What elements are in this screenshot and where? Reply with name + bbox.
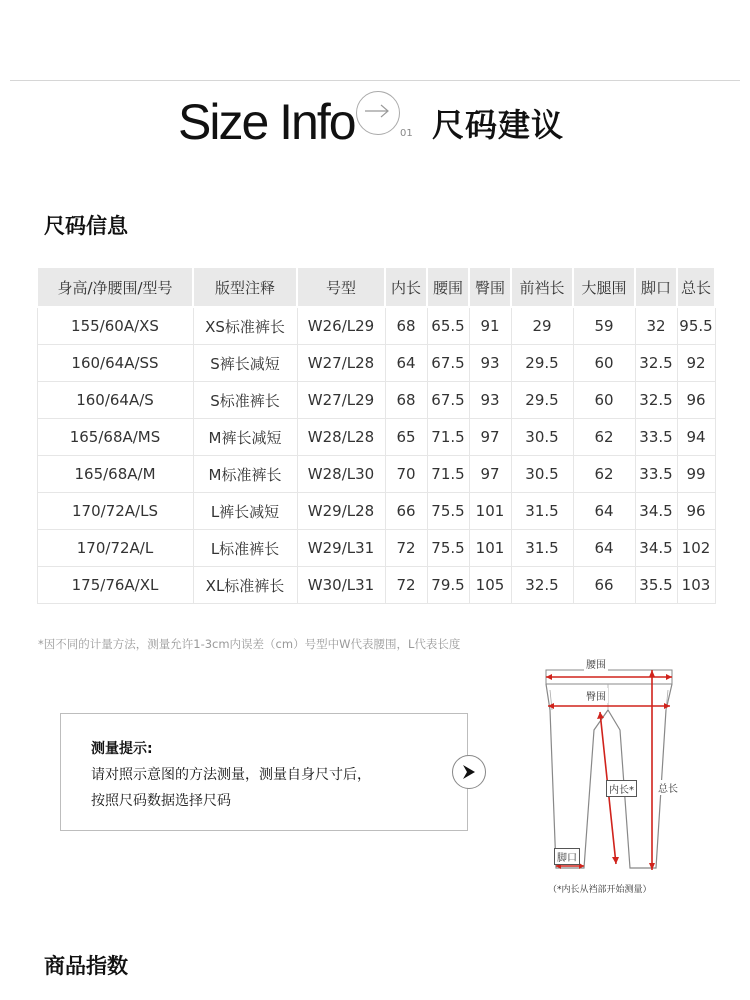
table-cell: 31.5 xyxy=(511,493,573,530)
table-cell: 67.5 xyxy=(427,382,469,419)
table-cell: W28/L28 xyxy=(297,419,385,456)
table-cell: 66 xyxy=(573,567,635,604)
table-cell: 92 xyxy=(677,345,715,382)
table-cell: 64 xyxy=(385,345,427,382)
table-cell: S标准裤长 xyxy=(193,382,297,419)
table-cell: L标准裤长 xyxy=(193,530,297,567)
table-cell: 79.5 xyxy=(427,567,469,604)
table-cell: 34.5 xyxy=(635,530,677,567)
table-cell: 170/72A/LS xyxy=(37,493,193,530)
table-cell: W26/L29 xyxy=(297,307,385,345)
table-cell: 60 xyxy=(573,382,635,419)
table-cell: 102 xyxy=(677,530,715,567)
table-cell: 30.5 xyxy=(511,456,573,493)
table-row xyxy=(37,530,715,567)
table-cell: 99 xyxy=(677,456,715,493)
inseam-label: 内长* xyxy=(606,780,637,797)
table-cell: 93 xyxy=(469,382,511,419)
table-cell: 75.5 xyxy=(427,530,469,567)
table-cell: 60 xyxy=(573,345,635,382)
table-cell: 170/72A/L xyxy=(37,530,193,567)
size-table xyxy=(36,266,716,604)
table-cell: S裤长减短 xyxy=(193,345,297,382)
waist-label: 腰围 xyxy=(584,656,608,671)
table-cell: 175/76A/XL xyxy=(37,567,193,604)
length-label: 总长 xyxy=(656,780,680,795)
table-cell: 32 xyxy=(635,307,677,345)
trousers-diagram xyxy=(520,650,720,900)
table-row xyxy=(37,493,715,530)
table-header-row xyxy=(37,267,715,307)
table-cell: W29/L31 xyxy=(297,530,385,567)
header-cell: 内长 xyxy=(385,267,427,307)
table-cell: 35.5 xyxy=(635,567,677,604)
hero-number: 01 xyxy=(400,128,413,139)
table-cell: L裤长减短 xyxy=(193,493,297,530)
table-cell: 71.5 xyxy=(427,419,469,456)
table-cell: 32.5 xyxy=(635,382,677,419)
table-cell: 165/68A/M xyxy=(37,456,193,493)
header-cell: 身高/净腰围/型号 xyxy=(37,267,193,307)
measurement-tip-box xyxy=(60,713,468,831)
table-cell: 160/64A/S xyxy=(37,382,193,419)
hero-title-en: Size Info xyxy=(178,94,355,150)
table-cell: 59 xyxy=(573,307,635,345)
table-cell: 29.5 xyxy=(511,345,573,382)
product-section-title: 商品指数 xyxy=(44,954,128,978)
header-cell: 大腿围 xyxy=(573,267,635,307)
table-row xyxy=(37,382,715,419)
table-cell: 101 xyxy=(469,530,511,567)
table-cell: W27/L29 xyxy=(297,382,385,419)
table-cell: 32.5 xyxy=(635,345,677,382)
table-cell: 97 xyxy=(469,419,511,456)
table-cell: 33.5 xyxy=(635,456,677,493)
table-cell: 64 xyxy=(573,530,635,567)
table-cell: XL标准裤长 xyxy=(193,567,297,604)
table-cell: M裤长减短 xyxy=(193,419,297,456)
table-cell: 103 xyxy=(677,567,715,604)
table-cell: 68 xyxy=(385,307,427,345)
table-cell: 93 xyxy=(469,345,511,382)
hero-header xyxy=(0,88,750,158)
table-cell: W30/L31 xyxy=(297,567,385,604)
table-cell: W29/L28 xyxy=(297,493,385,530)
table-cell: 66 xyxy=(385,493,427,530)
table-cell: 105 xyxy=(469,567,511,604)
table-cell: 31.5 xyxy=(511,530,573,567)
header-cell: 版型注释 xyxy=(193,267,297,307)
tip-line-2: 按照尺码数据选择尺码 xyxy=(91,793,231,809)
table-cell: 68 xyxy=(385,382,427,419)
table-cell: W28/L30 xyxy=(297,456,385,493)
table-cell: 34.5 xyxy=(635,493,677,530)
table-cell: 165/68A/MS xyxy=(37,419,193,456)
header-cell: 号型 xyxy=(297,267,385,307)
table-cell: 71.5 xyxy=(427,456,469,493)
tip-heading: 测量提示: xyxy=(91,741,153,757)
size-section-title: 尺码信息 xyxy=(44,214,128,238)
table-row xyxy=(37,419,715,456)
table-cell: 29.5 xyxy=(511,382,573,419)
table-cell: 94 xyxy=(677,419,715,456)
header-cell: 脚口 xyxy=(635,267,677,307)
header-cell: 臀围 xyxy=(469,267,511,307)
table-cell: 62 xyxy=(573,456,635,493)
table-row xyxy=(37,567,715,604)
table-cell: W27/L28 xyxy=(297,345,385,382)
table-cell: 95.5 xyxy=(677,307,715,345)
top-divider xyxy=(10,80,740,81)
table-cell: 91 xyxy=(469,307,511,345)
table-cell: 65 xyxy=(385,419,427,456)
table-cell: 62 xyxy=(573,419,635,456)
table-cell: 96 xyxy=(677,493,715,530)
tip-line-1: 请对照示意图的方法测量，测量自身尺寸后， xyxy=(91,767,371,783)
trousers-outline-icon xyxy=(520,650,720,900)
table-cell: 97 xyxy=(469,456,511,493)
hem-label: 脚口 xyxy=(554,848,580,865)
hip-label: 臀围 xyxy=(584,688,608,703)
table-row xyxy=(37,345,715,382)
table-row xyxy=(37,456,715,493)
header-cell: 总长 xyxy=(677,267,715,307)
hero-title-cn: 尺码建议 xyxy=(432,106,565,144)
table-cell: 65.5 xyxy=(427,307,469,345)
table-row xyxy=(37,307,715,345)
table-cell: 72 xyxy=(385,567,427,604)
measurement-note: *因不同的计量方法，测量允许1-3cm内误差（cm）号型中W代表腰围，L代表长度 xyxy=(38,637,461,651)
table-cell: 96 xyxy=(677,382,715,419)
header-cell: 腰围 xyxy=(427,267,469,307)
table-cell: 75.5 xyxy=(427,493,469,530)
table-cell: 29 xyxy=(511,307,573,345)
table-cell: 32.5 xyxy=(511,567,573,604)
table-cell: 101 xyxy=(469,493,511,530)
diagram-footnote: （*内长从裆部开始测量） xyxy=(548,885,652,895)
table-cell: 72 xyxy=(385,530,427,567)
arrow-right-icon[interactable] xyxy=(452,755,486,789)
table-cell: 160/64A/SS xyxy=(37,345,193,382)
table-cell: 155/60A/XS xyxy=(37,307,193,345)
table-cell: 30.5 xyxy=(511,419,573,456)
header-cell: 前裆长 xyxy=(511,267,573,307)
table-cell: 64 xyxy=(573,493,635,530)
play-arrow-icon xyxy=(461,763,477,781)
arrow-right-icon xyxy=(364,103,390,119)
table-cell: 67.5 xyxy=(427,345,469,382)
table-cell: 70 xyxy=(385,456,427,493)
table-cell: XS标准裤长 xyxy=(193,307,297,345)
table-cell: 33.5 xyxy=(635,419,677,456)
table-cell: M标准裤长 xyxy=(193,456,297,493)
